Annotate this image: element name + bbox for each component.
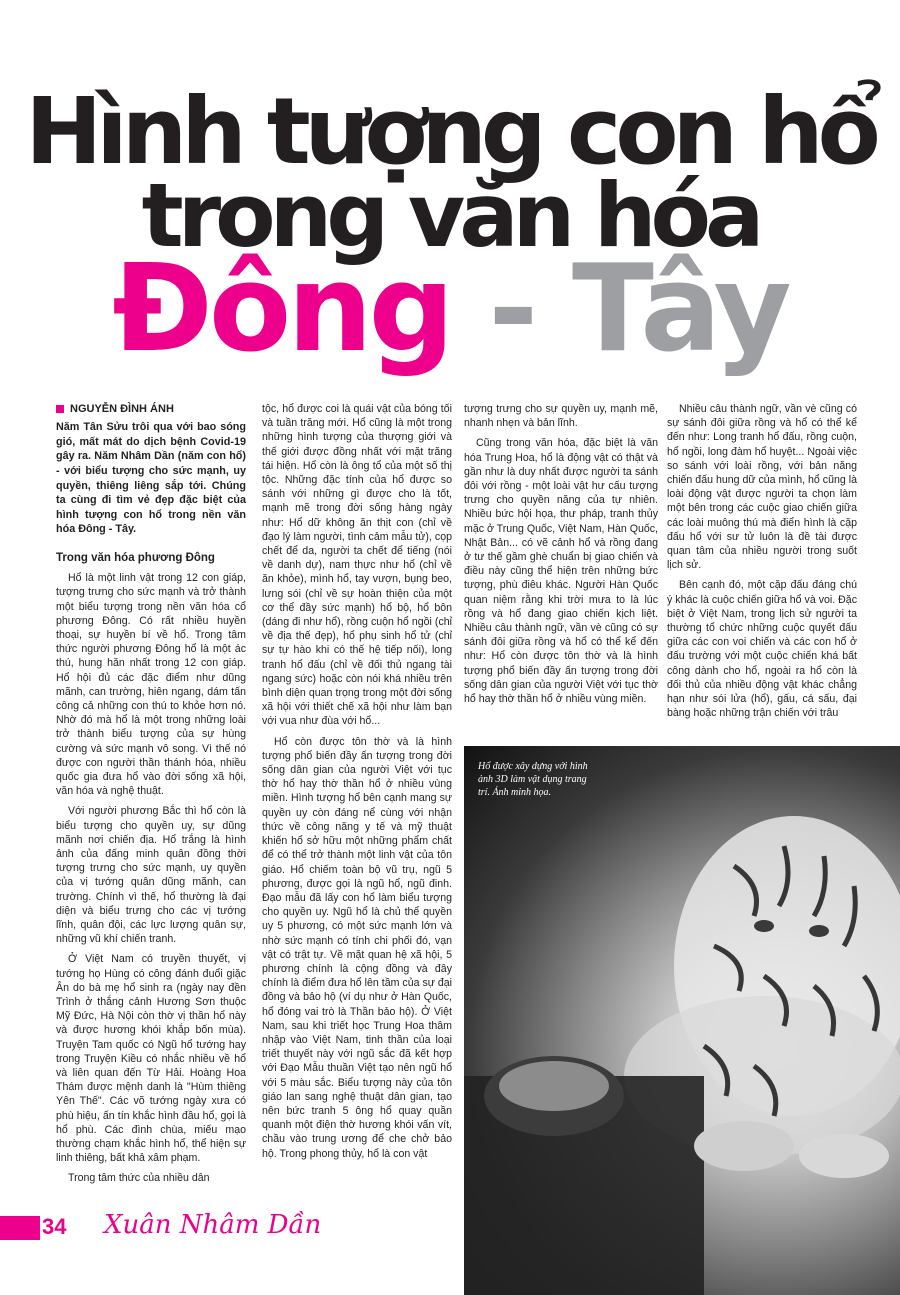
title-east: Đông [112,240,451,379]
column-4 [667,402,857,726]
paragraph: Bên cạnh đó, một cặp đấu đáng chú ý khác là cuộc chiến giữa hổ và voi. Đặc biệt ở Việt Nam, trong lịch sử người ta thường tổ chức những cuộc quyết đấu giữa các con voi chiến và các con hổ ở đấu trường với một cuộc chiến khá bất công dành cho hổ, ngoài ra hổ còn là đối thủ của nhiều động vật khác chẳng hạn như sói lửa (hổ), gấu, cá sấu, đại bàng hoặc những trận chiến với trâu [667,579,857,720]
tiger-photo [464,746,900,1295]
title-line-1: Hình tượng con hổ [25,78,875,185]
paragraph: tộc, hổ được coi là quái vật của bóng tối và tuần trăng mới. Hổ cũng là một trong những hình tượng của thượng giới và thế giới được đồng nhất với mặt trăng tái hiện. Hổ còn là ông tổ của một số thị tộc. Những đặc tính của hổ được so sánh với những gì được cho là tốt, mạnh mẽ trong đời sống hàng ngày như: Hổ dữ không ăn thịt con (chỉ về đạo lý làm người, tình cảm mẫu tử), cọp chết để da, người ta chết để tiếng (nói về danh dự), nam thực như hổ (chỉ về ăn khỏe), mình hổ, tay vượn, bụng beo, lưng sói (chỉ về sự hoàn thiện của một cơ thể đầy sức mạnh) hổ bộ, hổ bôn (dáng đi như hổ), rồng cuộn hổ ngồi (chỉ về địa thế đẹp), hổ phụ sinh hổ tử (chỉ sự tự hào khi có thế hệ tiếp nối), long tranh hổ đấu (chỉ về đối thủ ngang tài ngang sức) hoặc còn nói khá nhiều trên bình diện quan trọng trong một đời sống xã hội với thiết chế xã hội như làm bạn với vua như đùa với hổ... [262,403,452,728]
footer-accent-bar [0,1216,40,1240]
lead-paragraph: Năm Tân Sửu trôi qua với bao sóng gió, mất mát do dịch bệnh Covid-19 gây ra. Năm Nhâm Dần (năm con hổ) - với biểu tượng cho sức mạnh, uy quyền, thiêng liêng sắp tới. Chúng ta cùng đi tìm vẻ đẹp đặc biệt của hình tượng con hổ trong nền văn hóa Đông - Tây. [56,421,246,536]
column-3 [464,402,658,712]
photo-caption: Hổ được xây dựng với hình ảnh 3D làm vật dụng trang trí. Ảnh minh họa. [478,761,588,798]
title-line-3 [0,240,900,379]
paragraph: Hổ còn được tôn thờ và là hình tượng phổ biến đầy ấn tượng trong đời sống dân gian của người Việt với tục thờ hổ hay thờ thần hổ ở nhiều vùng miền. Hình tượng hổ bên cạnh mang sự quyền uy còn đáng nể cùng với nhận thức về công năng y tế và mỹ thuật khiến hổ sở hữu một những phẩm chất để có thể trở thành một linh vật của tôn giáo. Hổ chiếm toàn bộ vũ trụ, ngũ 5 phương, được gọi là ngũ hổ, ngũ đinh. Đạo mẫu đã lấy con hổ làm biểu tượng cho quyền uy. Ngũ hổ là chủ thể quyền uy 5 phương, có một sức mạnh lớn và nhờ sức mạnh có tính chi phối đó, vạn vật có trật tự. Về mặt quan hệ xã hội, 5 phương chính là cộng đồng và đây chính là điểm đưa hổ lên tầm của sự đại đồng và bảo hộ (ví dụ như ở Hàn Quốc, hổ đóng vai trò là Thần bảo hộ). Ở Việt Nam, sau khi triết học Trung Hoa thâm nhập vào Việt Nam, tinh thần của loại triết thuyết này với ngũ sắc đã kết hợp với Đạo Mẫu thuần Việt tạo nên ngũ hổ với 5 màu sắc. Biểu tượng này của tôn giáo lan sang nghệ thuật dân gian, tạo nên bức tranh 5 ông hổ quay quần quanh một điện thờ hương khói vấn vít, chầu vào trung ương để che chở bảo hộ. Trong phong thủy, hổ là con vật [262,735,452,1160]
page-number: 34 [42,1214,67,1239]
paragraph: Hổ là một linh vật trong 12 con giáp, tượng trưng cho sức mạnh và trở thành một biểu tượng trong nền văn hóa cổ phương Đông. Có rất nhiều huyền thoại, sự huyền bí về hổ. Trong tâm thức người phương Đông hổ là một ác thú, hung hăn nhất trong 12 con giáp. Hổ hội đủ các đặc điểm như dũng mãnh, can trường, hiên ngang, dám tấn công cả những con thú to khỏe hơn nó. Nhờ đó mà hổ là một trong những loài trở thành biểu tượng của sự hùng cường và sức mạnh vô song. Vì thế nó được con người thần thánh hóa, nhiều quốc gia đưa hổ vào đời sống xã hội, văn hóa và nghệ thuật. [56,572,246,798]
paragraph: Trong tâm thức của nhiều dân [68,1172,210,1185]
title-line-2: trong văn hóa [141,164,759,267]
tiger-illustration [464,746,900,1295]
paragraph: Nhiều câu thành ngữ, vần vè cũng có sự sánh đôi giữa rồng và hổ có thể kể đến như: Long tranh hổ đấu, rồng cuộn, hổ ngồi, long đàm hổ huyệt... Ngoài việc so sánh với loài rồng, với bản năng chiến đấu hung dữ của mình, hổ cũng là loài động vật được người ta chọn làm một bên trong các cuộc giao chiến giữa các loài muông thú mà điển hình là cặp đấu hổ với sư tử luôn là đề tài được quan tâm của nhiều người trong suốt lịch sử. [667,403,857,572]
column-2 [262,402,452,1167]
column-1 [56,402,246,1192]
author-name: NGUYỄN ĐÌNH ÁNH [70,403,174,415]
section-heading-east: Trong văn hóa phương Đông [56,551,215,564]
byline-marker-icon [56,405,64,413]
author-byline [56,402,246,416]
issue-name: Xuân Nhâm Dần [104,1210,322,1240]
title-west: Tây [571,240,788,379]
paragraph: tượng trưng cho sự quyền uy, mạnh mẽ, nhanh nhẹn và bản lĩnh. [464,403,658,430]
paragraph: Với người phương Bắc thì hổ còn là biểu tượng cho quyền uy, sự dũng mãnh nơi chiến địa. Hổ trắng là hình ảnh của đấng minh quân đồng thời tượng trưng cho sức mạnh, uy quyền của vị tướng quân dũng mãnh, can trường. Chính vì thế, hổ thường là đại diện và biểu trưng cho các vị tướng lĩnh, quân đội, các lực lượng quân sự, những vũ khí chiến tranh. [56,805,246,946]
paragraph: Cũng trong văn hóa, đặc biệt là văn hóa Trung Hoa, hổ là động vật có thật và gần như là duy nhất được người ta sánh đôi với rồng - một loài vật hư cấu tượng trưng cho quyền năng của tự nhiên. Nhiều bức hội họa, thư pháp, tranh thủy mặc ở Trung Quốc, Việt Nam, Hàn Quốc, Nhật Bản... có vẽ cảnh hổ và rồng đang ở tư thế gầm ghè chuẩn bị giao chiến và điều này cũng thể hiện trên những bức tượng, phù điêu khác. Người Hàn Quốc quan niệm rằng khi trời mưa to là lúc rồng và hổ đang giao chiến kịch liệt. Nhiều câu thành ngữ, vần vè cũng có sự sánh đôi giữa rồng và hổ có thể kể đến như: Hổ còn được tôn thờ và là hình tượng phổ biến đầy ấn tượng trong đời sống dân gian của người Việt với tục thờ hổ hay thờ thần hổ ở nhiều vùng miền. [464,437,658,706]
paragraph: Ở Việt Nam có truyền thuyết, vị tướng họ Hùng có công đánh đuổi giặc Ân do bà mẹ hổ sinh ra (ngày nay đền Trình ở thắng cảnh Hương Sơn thuộc Mỹ Đức, Hà Nội còn thờ vị thần hổ này và được hương khói khắp bốn mùa). Truyện Tam quốc có Ngũ hổ tướng hay trong Truyện Kiều có nhắc nhiều về hổ và liên quan đến Từ Hải. Hoàng Hoa Thám được mệnh danh là "Hùm thiêng Yên Thế". Các võ tướng ngày xưa có phù hiệu, ấn tín khắc hình đầu hổ, gọi là hổ phù. Các đình chùa, miếu mạo thường chạm khắc hình hổ, thể hiện sự linh thiêng, bất khả xâm phạm. [56,953,246,1165]
title-dash: - [450,240,572,379]
